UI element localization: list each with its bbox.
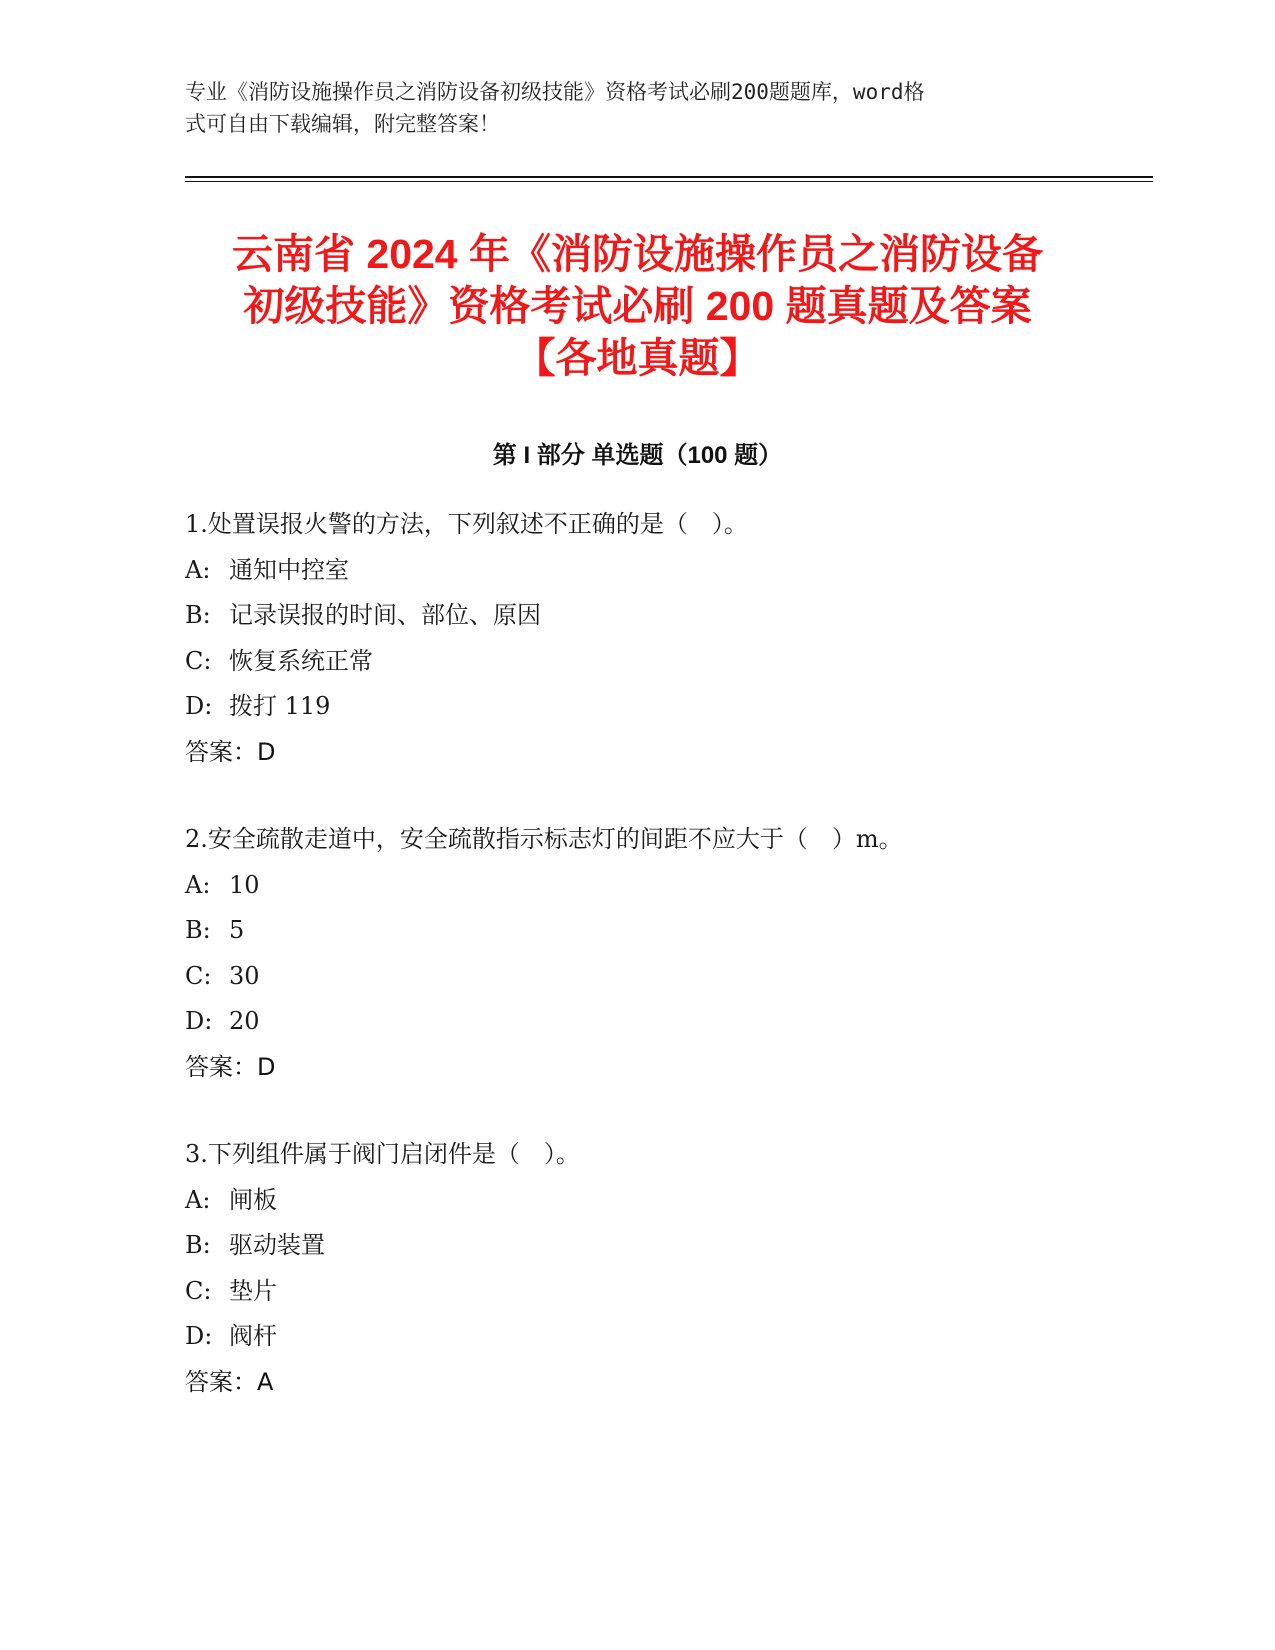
option-text: 垫片 bbox=[229, 1276, 277, 1305]
option-letter: B: bbox=[185, 916, 211, 944]
option-text: 30 bbox=[229, 961, 260, 990]
header-note bbox=[185, 76, 1085, 140]
option-b bbox=[185, 593, 1105, 639]
document-title-line-1: 云南省 2024 年《消防设施操作员之消防设备 bbox=[232, 231, 1043, 277]
option-text: 通知中控室 bbox=[229, 555, 349, 584]
option-letter: D: bbox=[185, 692, 213, 720]
question-stem: 1.处置误报火警的方法，下列叙述不正确的是（ ）。 bbox=[185, 510, 748, 538]
option-letter: C: bbox=[185, 1276, 212, 1305]
option-d bbox=[185, 684, 1105, 730]
option-b bbox=[185, 908, 1105, 954]
option-letter: C: bbox=[185, 961, 212, 990]
option-text: 20 bbox=[229, 1007, 260, 1035]
question-3 bbox=[185, 1132, 1105, 1405]
header-note-line-1: 专业《消防设施操作员之消防设备初级技能》资格考试必刷200题题库，word格 bbox=[185, 80, 925, 104]
option-letter: D: bbox=[185, 1322, 213, 1350]
header-rule-thin bbox=[185, 181, 1153, 182]
option-b bbox=[185, 1223, 1105, 1269]
option-letter: D: bbox=[185, 1007, 213, 1035]
document-title-line-3: 【各地真题】 bbox=[514, 335, 761, 381]
question-2 bbox=[185, 817, 1105, 1090]
header-note-line-2: 式可自由下载编辑，附完整答案！ bbox=[185, 112, 500, 136]
option-text: 驱动装置 bbox=[229, 1231, 325, 1259]
option-text: 5 bbox=[229, 916, 245, 944]
option-letter: B: bbox=[185, 601, 211, 629]
option-letter: A: bbox=[185, 870, 211, 899]
option-a bbox=[185, 863, 1105, 909]
document-title-line-2: 初级技能》资格考试必刷 200 题真题及答案 bbox=[243, 283, 1032, 329]
option-c bbox=[185, 954, 1105, 1000]
option-a bbox=[185, 548, 1105, 594]
answer-line: 答案：D bbox=[185, 1052, 276, 1081]
option-d bbox=[185, 1314, 1105, 1360]
option-text: 10 bbox=[229, 870, 260, 899]
option-text: 记录误报的时间、部位、原因 bbox=[229, 601, 541, 629]
option-a bbox=[185, 1178, 1105, 1224]
option-text: 阀杆 bbox=[229, 1322, 277, 1350]
answer-line: 答案：D bbox=[185, 737, 276, 766]
option-letter: C: bbox=[185, 646, 212, 675]
question-stem: 3.下列组件属于阀门启闭件是（ ）。 bbox=[185, 1140, 580, 1168]
option-text: 拨打 119 bbox=[229, 692, 331, 720]
answer-line: 答案：A bbox=[185, 1367, 274, 1396]
option-c bbox=[185, 639, 1105, 685]
option-letter: B: bbox=[185, 1231, 211, 1259]
document-title bbox=[140, 228, 1135, 384]
question-1 bbox=[185, 502, 1105, 775]
option-text: 闸板 bbox=[229, 1185, 277, 1214]
option-c bbox=[185, 1269, 1105, 1315]
option-letter: A: bbox=[185, 555, 211, 584]
option-d bbox=[185, 999, 1105, 1045]
option-text: 恢复系统正常 bbox=[229, 646, 373, 675]
option-letter: A: bbox=[185, 1185, 211, 1214]
question-stem: 2.安全疏散走道中，安全疏散指示标志灯的间距不应大于（ ）m。 bbox=[185, 825, 903, 853]
section-heading: 第 I 部分 单选题（100 题） bbox=[492, 442, 783, 469]
header-rule-thick bbox=[185, 176, 1153, 178]
